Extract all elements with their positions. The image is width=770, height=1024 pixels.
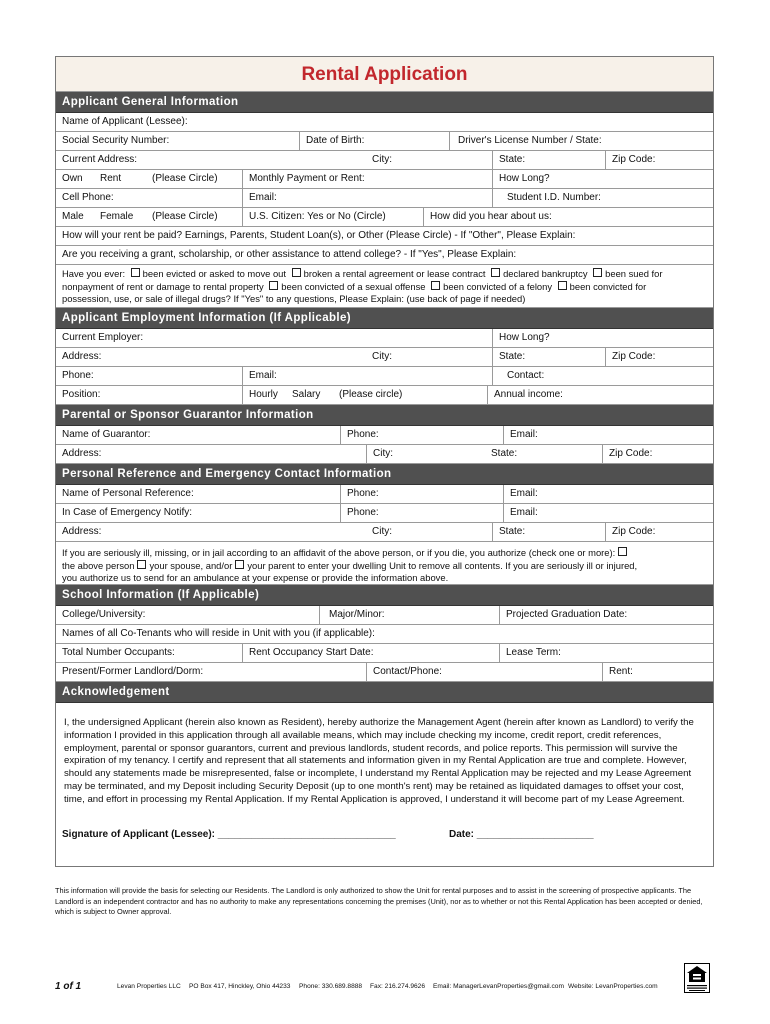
reference-address-field[interactable]: Address: xyxy=(62,526,102,537)
state-field[interactable]: State: xyxy=(492,151,605,169)
sued-checkbox[interactable] xyxy=(593,268,602,277)
row-reference-name xyxy=(56,485,713,504)
signature-line[interactable]: Signature of Applicant (Lessee): ________________________________ xyxy=(62,829,396,840)
emergency-email-field[interactable]: Email: xyxy=(503,504,715,522)
own-option[interactable]: Own xyxy=(62,173,83,184)
emergency-phone-field[interactable]: Phone: xyxy=(340,504,503,522)
cell-phone-field[interactable]: Cell Phone: xyxy=(62,192,114,203)
reference-zip-field[interactable]: Zip Code: xyxy=(605,523,715,541)
broken-lease-label: broken a rental agreement or lease contract xyxy=(303,268,486,279)
row-cotenants xyxy=(56,625,713,644)
monthly-payment-field[interactable]: Monthly Payment or Rent: xyxy=(242,170,492,188)
guarantor-name-field[interactable]: Name of Guarantor: xyxy=(62,429,151,440)
employer-email-field[interactable]: Email: xyxy=(242,367,492,385)
row-current-address xyxy=(56,151,713,170)
annual-income-field[interactable]: Annual income: xyxy=(487,386,715,404)
sexual-offense-label: been convicted of a sexual offense xyxy=(281,280,426,292)
landlord-field[interactable]: Present/Former Landlord/Dorm: xyxy=(62,666,204,677)
row-employer-phone xyxy=(56,367,713,386)
evicted-label: been evicted or asked to move out xyxy=(142,268,286,279)
have-you-ever-block xyxy=(56,265,713,309)
parent-checkbox[interactable] xyxy=(235,560,244,569)
authorization-block xyxy=(56,542,713,588)
employer-zip-field[interactable]: Zip Code: xyxy=(605,348,715,366)
ssn-field[interactable]: Social Security Number: xyxy=(62,135,170,146)
reference-state-field[interactable]: State: xyxy=(492,523,605,541)
guarantor-city-field[interactable]: City: xyxy=(366,445,485,463)
gender-circle-note: (Please Circle) xyxy=(152,211,218,222)
row-authorization xyxy=(56,542,713,585)
zip-field[interactable]: Zip Code: xyxy=(605,151,715,169)
broken-lease-checkbox[interactable] xyxy=(292,268,301,277)
employment-how-long-field[interactable]: How Long? xyxy=(492,329,715,347)
row-emergency xyxy=(56,504,713,523)
employer-contact-field[interactable]: Contact: xyxy=(492,367,715,385)
row-guarantor-name xyxy=(56,426,713,445)
citizen-field[interactable]: U.S. Citizen: Yes or No (Circle) xyxy=(242,208,423,226)
disclaimer-note: This information will provide the basis for selecting our Residents. The Landlord is only authorized to show the Unit for rental purposes and to assist in the screening of prospective applicants. The Landlord is an independent contractor and has no authority to make any representations concerning the premises (Unit), nor as to whether or not this Rental Application has been accepted or denied, which is subject to Owner approval. xyxy=(55,886,703,916)
acknowledgement-text: I, the undersigned Applicant (herein also known as Resident), hereby authorize the Management Agent (herein after known as Landlord) to verify the information I provided in this application through all available means, which may include checking my income, credit report, credit references, employment, parental or sponsor guarantors, current and previous landlords, student records, and police reports. This permission will survive the expiration of my tenancy. I certify and represent that all statements and information given in my Rental Application are true and complete. However, should any statements made be misrepresented, false or incomplete, I understand my Rental Application may be rejected and my Lease Agreement may be terminated, and my Deposit including Security Deposit (up to one month's rent) may be retained as liquidated damages to offset your cost, time, and effort in processing my Rental Application. If my Rental Application is approved, I understand it will become part of my Lease Agreement. xyxy=(64,717,694,805)
start-date-field[interactable]: Rent Occupancy Start Date: xyxy=(242,644,499,662)
guarantor-zip-field[interactable]: Zip Code: xyxy=(602,445,715,463)
footer-po-box: PO Box 417, Hinckley, Ohio 44233 xyxy=(189,983,291,990)
hear-about-field[interactable]: How did you hear about us: xyxy=(423,208,715,226)
employer-city-field[interactable]: City: xyxy=(372,351,392,362)
rent-payment-field[interactable]: How will your rent be paid? Earnings, Parents, Student Loan(s), or Other (Please Circle) - If "Other", Please Explain: xyxy=(62,230,576,241)
drugs-checkbox[interactable] xyxy=(558,281,567,290)
row-gender-citizen xyxy=(56,208,713,227)
drivers-license-field[interactable]: Driver's License Number / State: xyxy=(449,132,715,150)
spouse-label: your spouse, and/or xyxy=(149,559,233,571)
row-employer-address xyxy=(56,348,713,367)
employer-field[interactable]: Current Employer: xyxy=(62,332,144,343)
male-option[interactable]: Male xyxy=(62,211,84,222)
felony-checkbox[interactable] xyxy=(431,281,440,290)
own-rent-circle-note: (Please Circle) xyxy=(152,173,218,184)
section-general-header: Applicant General Information xyxy=(56,92,713,113)
major-field[interactable]: Major/Minor: xyxy=(319,606,499,624)
employer-address-field[interactable]: Address: xyxy=(62,351,102,362)
footer-phone: Phone: 330.689.8888 xyxy=(299,983,363,990)
row-cell-phone xyxy=(56,189,713,208)
row-have-you-ever xyxy=(56,265,713,308)
position-field[interactable]: Position: xyxy=(62,389,101,400)
guarantor-state-field[interactable]: State: xyxy=(491,448,518,459)
pay-circle-note: (Please circle) xyxy=(339,389,403,400)
spouse-checkbox[interactable] xyxy=(137,560,146,569)
employer-phone-field[interactable]: Phone: xyxy=(62,370,94,381)
row-ssn xyxy=(56,132,713,151)
above-person-checkbox[interactable] xyxy=(618,547,627,556)
grant-field[interactable]: Are you receiving a grant, scholarship, or other assistance to attend college? - If "Yes", Please Explain: xyxy=(62,249,517,260)
section-reference-header: Personal Reference and Emergency Contact Information xyxy=(56,464,713,485)
felony-label: been convicted of a felony xyxy=(443,280,553,292)
rental-application-form xyxy=(55,56,714,867)
parent-label: your parent to enter your dwelling Unit to remove all contents. If you are seriously ill or injured, xyxy=(247,559,638,571)
guarantor-phone-field[interactable]: Phone: xyxy=(340,426,503,444)
row-grant xyxy=(56,246,713,265)
reference-email-field[interactable]: Email: xyxy=(503,485,715,503)
guarantor-address-field[interactable]: Address: xyxy=(62,448,102,459)
reference-phone-field[interactable]: Phone: xyxy=(340,485,503,503)
city-field[interactable]: City: xyxy=(372,154,392,165)
section-employment-header: Applicant Employment Information (If Applicable) xyxy=(56,308,713,329)
page-number: 1 of 1 xyxy=(55,981,82,992)
reference-name-field[interactable]: Name of Personal Reference: xyxy=(62,488,194,499)
date-line[interactable]: Date: _____________________ xyxy=(449,829,594,840)
student-id-field[interactable]: Student I.D. Number: xyxy=(492,189,715,207)
footer-email[interactable]: Email: ManagerLevanProperties@gmail.com xyxy=(433,983,564,990)
bankruptcy-checkbox[interactable] xyxy=(491,268,500,277)
landlord-contact-field[interactable]: Contact/Phone: xyxy=(366,663,602,681)
row-own-rent xyxy=(56,170,713,189)
footer-fax: Fax: 216.274.9626 xyxy=(370,983,425,990)
row-applicant-name xyxy=(56,113,713,132)
landlord-rent-field[interactable]: Rent: xyxy=(602,663,715,681)
guarantor-email-field[interactable]: Email: xyxy=(503,426,715,444)
lease-term-field[interactable]: Lease Term: xyxy=(499,644,715,662)
sexual-offense-checkbox[interactable] xyxy=(269,281,278,290)
row-rent-payment xyxy=(56,227,713,246)
have-you-ever-label: Have you ever: xyxy=(62,268,126,279)
row-guarantor-address xyxy=(56,445,713,464)
how-long-field[interactable]: How Long? xyxy=(492,170,715,188)
authorization-text-1: If you are seriously ill, missing, or in jail according to an affidavit of the above person, or if you die, you authorize (check one or more): xyxy=(62,547,616,558)
section-school-header: School Information (If Applicable) xyxy=(56,585,713,606)
section-acknowledgement-header: Acknowledgement xyxy=(56,682,713,703)
drugs-label: been convicted for xyxy=(569,280,647,292)
emergency-contact-field[interactable]: In Case of Emergency Notify: xyxy=(62,507,193,518)
above-person-label: the above person xyxy=(62,559,135,571)
hourly-option[interactable]: Hourly xyxy=(242,386,278,404)
graduation-date-field[interactable]: Projected Graduation Date: xyxy=(499,606,715,624)
evicted-checkbox[interactable] xyxy=(131,268,140,277)
cotenants-field[interactable]: Names of all Co-Tenants who will reside in Unit with you (if applicable): xyxy=(62,628,375,639)
sued-label-continued: nonpayment of rent or damage to rental property xyxy=(62,280,264,292)
dob-field[interactable]: Date of Birth: xyxy=(299,132,449,150)
college-field[interactable]: College/University: xyxy=(62,609,146,620)
employer-state-field[interactable]: State: xyxy=(492,348,605,366)
page-title: Rental Application xyxy=(301,64,468,85)
row-college xyxy=(56,606,713,625)
section-guarantor-header: Parental or Sponsor Guarantor Information xyxy=(56,405,713,426)
row-occupants xyxy=(56,644,713,663)
authorization-text-3: you authorize us to send for an ambulance at your expense or provide the information above. xyxy=(62,572,449,583)
equal-housing-opportunity-icon xyxy=(684,963,710,993)
drugs-label-continued: possession, use, or sale of illegal drugs? If "Yes" to any questions, Please Explain: (use back of page if needed) xyxy=(62,293,526,304)
row-reference-address xyxy=(56,523,713,542)
female-option[interactable]: Female xyxy=(100,211,134,222)
email-field[interactable]: Email: xyxy=(242,189,492,207)
title-bar xyxy=(56,57,713,92)
reference-city-field[interactable]: City: xyxy=(372,526,392,537)
salary-option[interactable]: Salary xyxy=(292,389,321,400)
sued-label: been sued for xyxy=(605,268,663,279)
row-employer xyxy=(56,329,713,348)
row-landlord xyxy=(56,663,713,682)
footer-company: Levan Properties LLC xyxy=(117,983,181,990)
current-address-field[interactable]: Current Address: xyxy=(62,154,138,165)
bankruptcy-label: declared bankruptcy xyxy=(503,268,588,279)
row-position xyxy=(56,386,713,405)
rent-option[interactable]: Rent xyxy=(100,173,122,184)
occupants-field[interactable]: Total Number Occupants: xyxy=(62,647,175,658)
applicant-name-field[interactable]: Name of Applicant (Lessee): xyxy=(62,116,188,127)
footer-website[interactable]: Website: LevanProperties.com xyxy=(568,983,658,990)
